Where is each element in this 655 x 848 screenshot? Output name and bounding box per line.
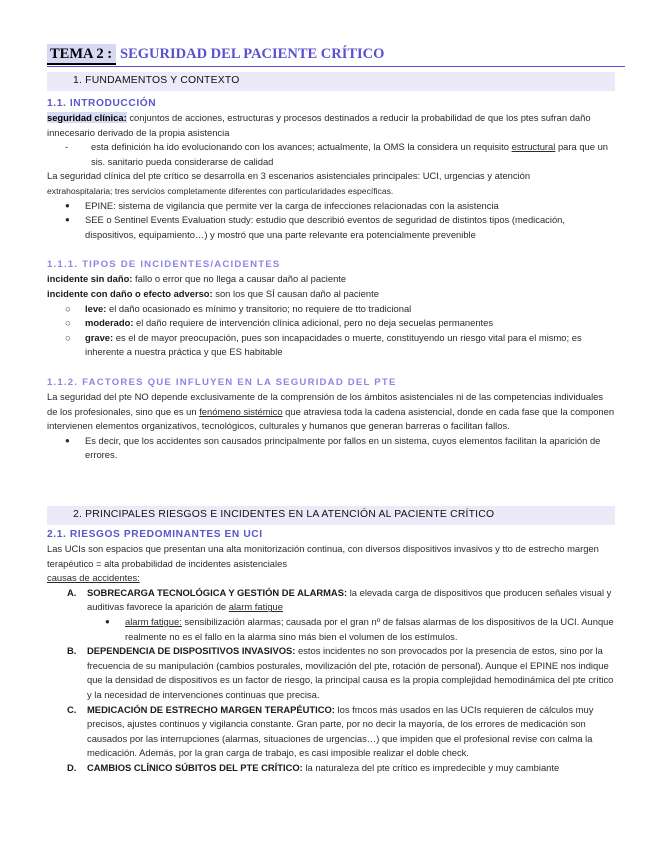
bullet-marker: ● xyxy=(65,435,70,445)
circle-marker: ○ xyxy=(65,331,71,343)
def-term: seguridad clínica: xyxy=(47,112,127,123)
dash-text-b: para que un sis. sanitario pueda considerarse de calidad xyxy=(91,141,609,167)
cause-c-desc: los fmcos más usados en las UCIs requieren de cálculos muy precisos, ajustes continuos y vigilancia constante. Gran parte, por no decir la mayoría, de los errores de medicación son causados por las interrupciones (alarmas, situaciones de urgencias…) que impiden que el profesional revise con calma la medicación. Además, por la gran carga de trabajo, es casi imposible realizar el doble check. xyxy=(87,703,594,759)
moderado-term: moderado: xyxy=(85,317,134,329)
bullet-marker: ● xyxy=(65,215,70,225)
cause-a-term: SOBRECARGA TECNOLÓGICA Y GESTIÓN DE ALARMAS: xyxy=(87,586,348,598)
cause-d-desc: la naturaleza del pte crítico es impredecible y muy cambiante xyxy=(302,761,560,773)
circle-item-leve xyxy=(47,302,615,317)
bullet-epine xyxy=(47,199,615,214)
con-dano-line xyxy=(47,287,615,302)
dash-text-a: esta definición ha ido evolucionando con los avances; actualmente, la OMS la considera un requisito xyxy=(91,141,512,153)
escenarios-line: La seguridad clínica del pte crítico se desarrolla en 3 escenarios asistenciales principales: UCI, urgencias y atención xyxy=(47,170,531,182)
causas-label: causas de accidentes: xyxy=(47,572,140,584)
cause-a-underlined: alarm fatigue xyxy=(228,601,283,613)
dash-text xyxy=(91,140,615,169)
def-paragraph xyxy=(47,111,615,140)
cause-a-desc: la elevada carga de dispositivos que producen señales visual y auditivas favorece la aparición de xyxy=(87,586,612,613)
moderado-text xyxy=(85,316,615,331)
cause-a-text xyxy=(87,586,615,615)
leve-desc: el daño ocasionado es mínimo y transitorio; no requiere de tto tradicional xyxy=(106,302,412,314)
bullet-epine-text: EPINE: sistema de vigilancia que permite ver la carga de infecciones relacionadas con la asistencia xyxy=(85,199,499,211)
section-2-title: 2. PRINCIPALES RIESGOS E INCIDENTES EN LA ATENCIÓN AL PACIENTE CRÍTICO xyxy=(47,506,615,525)
section-1-title: 1. FUNDAMENTOS Y CONTEXTO xyxy=(47,72,615,91)
circle-item-moderado xyxy=(47,316,615,331)
grave-text xyxy=(85,331,615,360)
cause-b xyxy=(47,644,615,702)
cause-c-term: MEDICACIÓN DE ESTRECHO MARGEN TERAPÉUTICO: xyxy=(87,703,335,715)
con-dano-term: incidente con daño o efecto adverso: xyxy=(47,287,213,299)
cause-a xyxy=(47,586,615,615)
tema-title-row xyxy=(47,43,625,65)
dash-marker: - xyxy=(65,141,69,153)
cause-b-desc: estos incidentes no son provocados por la presencia de estos, sino por la frecuencia de su manipulación (cambios posturales, movilización del pte, rotación de personal). Aunque el EPINE nos indique que la densidad de dispositivos es un factor de riesgo, la principal causa es la propia complejidad hemodinámica del pte crítico y la necesidad de intervenciones continuas que precisa. xyxy=(87,645,614,700)
cause-c-marker: C. xyxy=(67,703,77,715)
dash-text-underlined: estructural xyxy=(511,141,556,153)
riesgos-heading: 2.1. RIESGOS PREDOMINANTES EN UCI xyxy=(47,529,263,540)
cause-d xyxy=(47,761,615,776)
bullet-see xyxy=(47,213,615,242)
def-text: conjuntos de acciones, estructuras y procesos destinados a reducir la probabilidad de que los ptes sufran daño innecesario derivado de la propia asistencia xyxy=(47,112,591,138)
dash-item xyxy=(47,140,615,169)
alarm-fatigue-text xyxy=(125,615,615,644)
tipos-heading: 1.1.1. TIPOS DE INCIDENTES/ACIDENTES xyxy=(47,259,281,271)
cause-d-text xyxy=(87,761,615,776)
extra-line: extrahospitalaria; tres servicios completamente diferentes con particularidades específicas. xyxy=(47,185,394,196)
factores-paragraph xyxy=(47,390,615,434)
sin-dano-text: fallo o error que no llega a causar daño al paciente xyxy=(132,273,347,285)
bullet-marker: ● xyxy=(105,616,110,626)
factores-text-b: que atraviesa toda la cadena asistencial, donde en cada fase que la componen intervienen elementos organizativos, tecnológicos, culturales y humanos que generan barreras o facilitan fallos. xyxy=(47,405,615,432)
circle-item-grave xyxy=(47,331,615,360)
title-underline xyxy=(47,66,625,67)
leve-text xyxy=(85,302,615,317)
cause-c xyxy=(47,703,615,761)
leve-term: leve: xyxy=(85,302,107,314)
sin-dano-line xyxy=(47,272,615,287)
tema-label: TEMA 2 : xyxy=(47,44,116,65)
bullet-accidentes-text: Es decir, que los accidentes son causados principalmente por fallos en un sistema, cuyos elementos facilitan la aparición de errores. xyxy=(85,434,601,461)
cause-b-term: DEPENDENCIA DE DISPOSITIVOS INVASIVOS: xyxy=(87,645,296,657)
section-2 xyxy=(47,506,615,776)
circle-marker: ○ xyxy=(65,302,71,314)
circle-marker: ○ xyxy=(65,317,71,329)
cause-d-marker: D. xyxy=(67,761,77,773)
cause-a-marker: A. xyxy=(67,586,77,598)
tema-title: SEGURIDAD DEL PACIENTE CRÍTICO xyxy=(120,46,385,62)
factores-text-a: La seguridad del pte NO depende exclusivamente de la comprensión de los ámbitos asistenciales ni de las competencias individuales de los profesionales, sino que es un xyxy=(47,390,604,417)
sin-dano-term: incidente sin daño: xyxy=(47,273,133,285)
intro-heading: 1.1. INTRODUCCIÓN xyxy=(47,98,157,109)
bullet-see-text: SEE o Sentinel Events Evaluation study: estudio que describió eventos de seguridad de distintos tipos (medicación, dispositivos, equipamiento…) y mostró que una parte relevante era potencialmente prevenible xyxy=(85,214,565,240)
moderado-desc: el daño requiere de intervención clínica adicional, pero no deja secuelas permanentes xyxy=(133,317,494,329)
cause-b-text xyxy=(87,644,615,702)
grave-term: grave: xyxy=(85,331,114,343)
factores-heading: 1.1.2. FACTORES QUE INFLUYEN EN LA SEGURIDAD DEL PTE xyxy=(47,376,397,388)
uci-intro: Las UCIs son espacios que presentan una alta monitorización continua, con diversos dispositivos invasivos y tto de estrecho margen terapéutico = alta probabilidad de incidentes asistenciales xyxy=(47,543,599,569)
cause-d-term: CAMBIOS CLÍNICO SÚBITOS DEL PTE CRÍTICO: xyxy=(87,761,303,773)
alarm-desc: sensibilización alarmas; causada por el gran nº de falsas alarmas de los dispositivos de la UCI. Aunque realmente no es el fallo en la alarma sino más bien el volumen de los estímulos. xyxy=(125,615,614,642)
factores-text-underlined: fenómeno sistémico xyxy=(199,405,283,417)
alarm-fatigue-item xyxy=(47,615,615,644)
bullet-accidentes xyxy=(47,434,615,463)
bullet-marker: ● xyxy=(65,200,70,210)
grave-desc: es el de mayor preocupación, pues son incapacidades o muerte, constituyendo un riesgo vital para el mismo; es inherente a nuestra práctica y que ES habitable xyxy=(85,331,582,358)
con-dano-text: son los que SÍ causan daño al paciente xyxy=(212,287,379,299)
section-1 xyxy=(47,72,615,463)
cause-c-text xyxy=(87,703,615,761)
alarm-term: alarm fatigue: xyxy=(125,615,182,627)
cause-b-marker: B. xyxy=(67,645,77,657)
